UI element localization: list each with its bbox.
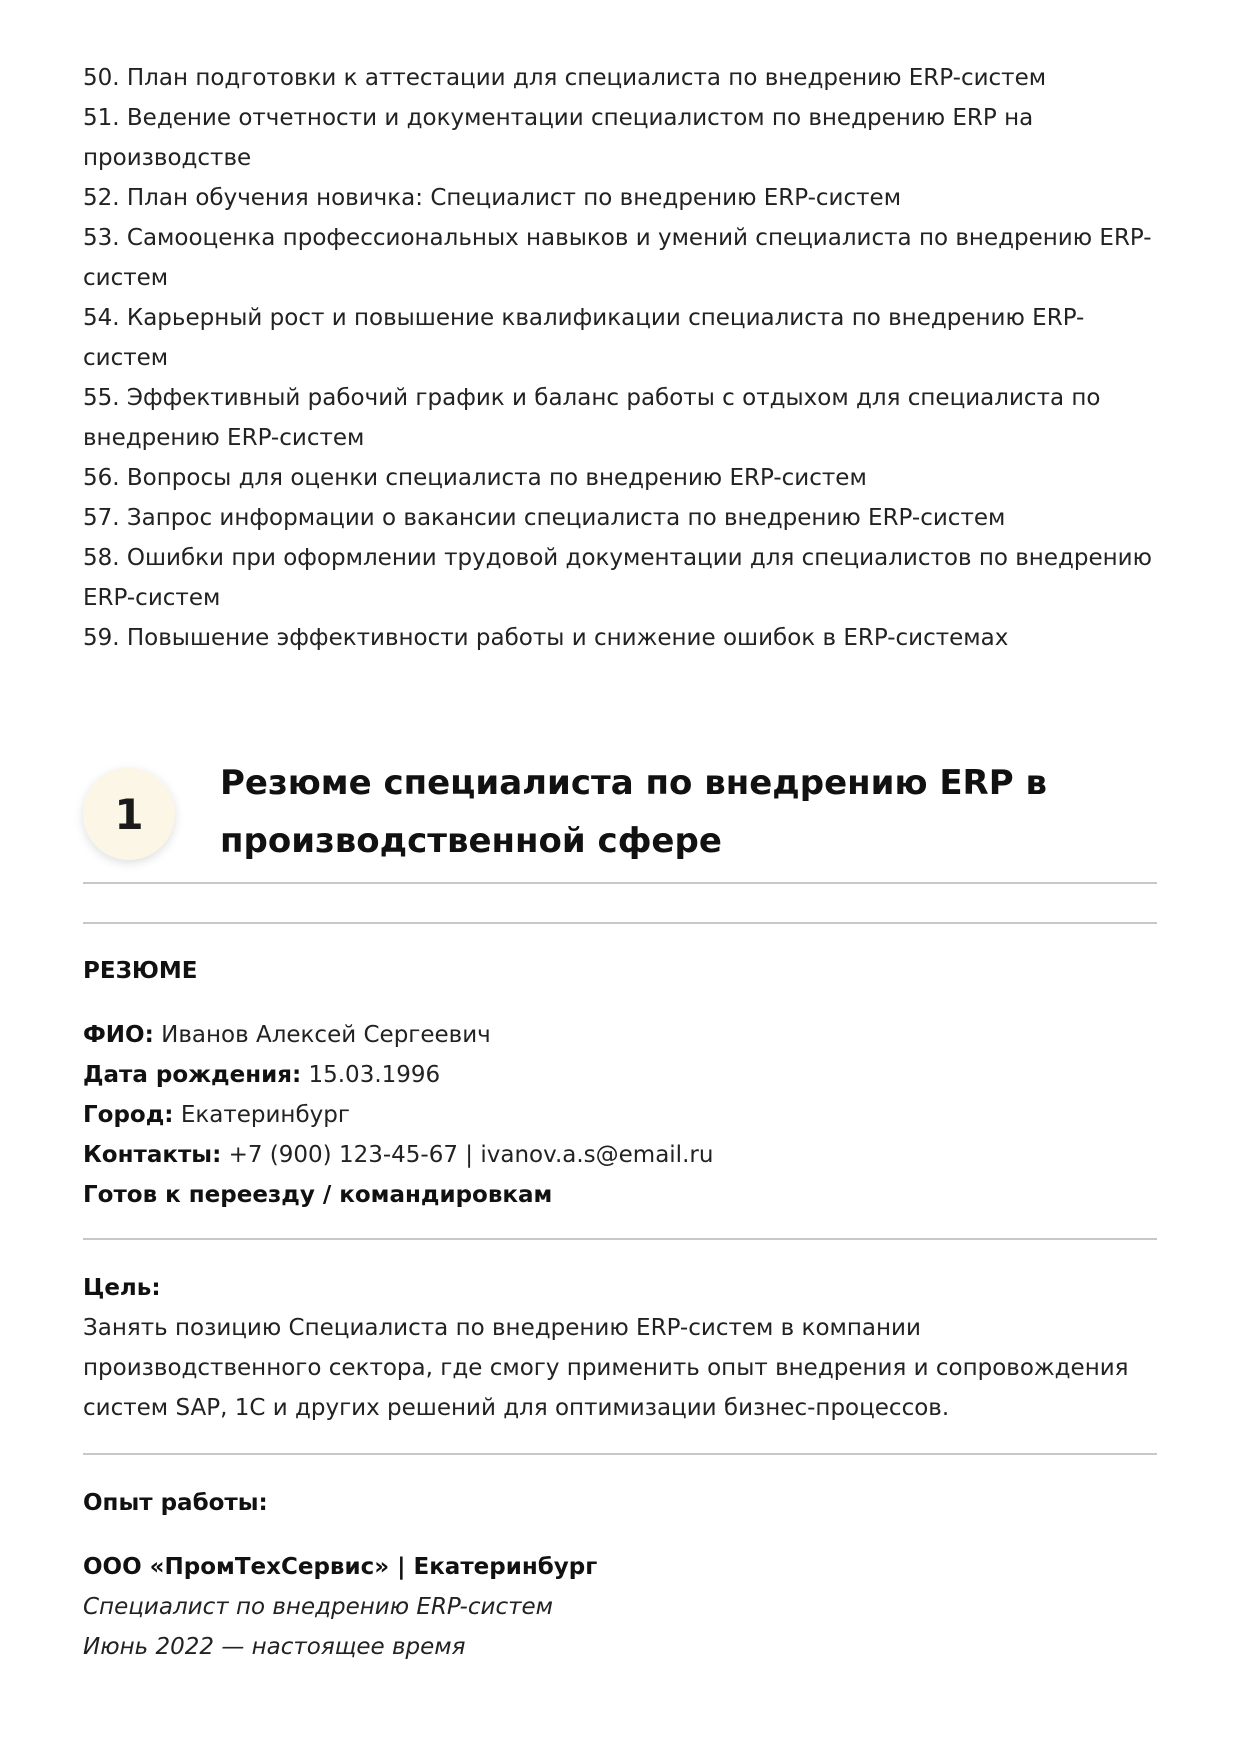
contacts-value: +7 (900) 123-45-67 | ivanov.a.s@email.ru — [228, 1142, 714, 1168]
fio-value: Иванов Алексей Сергеевич — [161, 1022, 491, 1048]
goal-block — [83, 1268, 1157, 1428]
list-item[interactable]: 59. Повышение эффективности работы и снижение ошибок в ERP-системах — [83, 625, 1009, 651]
city-label: Город: — [83, 1102, 174, 1128]
experience-label-block — [83, 1483, 1157, 1523]
list-item[interactable]: 58. Ошибки при оформлении трудовой документации для специалистов по внедрению ERP-систем — [83, 545, 1152, 611]
divider — [83, 1238, 1157, 1240]
list-item[interactable]: 53. Самооценка профессиональных навыков и умений специалиста по внедрению ERP-систем — [83, 225, 1152, 291]
section-title: Резюме специалиста по внедрению ERP в производственной сфере — [220, 763, 1048, 861]
fio-row — [83, 1015, 1157, 1055]
list-item[interactable]: 51. Ведение отчетности и документации специалистом по внедрению ERP на производстве — [83, 105, 1034, 171]
section-header — [83, 750, 1157, 884]
divider — [83, 922, 1157, 924]
section-number-badge: 1 — [83, 768, 175, 860]
company-name: ООО «ПромТехСервис» | Екатеринбург — [83, 1554, 598, 1580]
position-title: Специалист по внедрению ERP-систем — [83, 1594, 553, 1620]
relocation-note: Готов к переезду / командировкам — [83, 1182, 553, 1208]
list-item[interactable]: 56. Вопросы для оценки специалиста по внедрению ERP-систем — [83, 465, 867, 491]
list-item[interactable]: 54. Карьерный рост и повышение квалификации специалиста по внедрению ERP-систем — [83, 305, 1085, 371]
resume-heading-block — [83, 951, 1157, 991]
divider — [83, 1453, 1157, 1455]
contacts-row — [83, 1135, 1157, 1175]
list-item[interactable]: 55. Эффективный рабочий график и баланс работы с отдыхом для специалиста по внедрению ERP-систем — [83, 385, 1101, 451]
city-row — [83, 1095, 1157, 1135]
dob-label: Дата рождения: — [83, 1062, 302, 1088]
goal-text: Занять позицию Специалиста по внедрению ERP-систем в компании производственного сектора, где смогу применить опыт внедрения и сопровождения систем SAP, 1С и других решений для оптимизации бизнес-процессов. — [83, 1315, 1129, 1421]
divider — [83, 882, 1157, 884]
related-articles-list-wrapper — [83, 58, 1157, 658]
goal-label: Цель: — [83, 1275, 161, 1301]
work-period: Июнь 2022 — настоящее время — [83, 1634, 466, 1660]
related-articles-list — [83, 58, 1157, 658]
dob-row — [83, 1055, 1157, 1095]
experience-entry — [83, 1547, 1157, 1667]
list-item[interactable]: 52. План обучения новичка: Специалист по внедрению ERP-систем — [83, 185, 902, 211]
contacts-label: Контакты: — [83, 1142, 222, 1168]
fio-label: ФИО: — [83, 1022, 154, 1048]
personal-info-block — [83, 1015, 1157, 1215]
list-item[interactable]: 50. План подготовки к аттестации для специалиста по внедрению ERP-систем — [83, 65, 1047, 91]
list-item[interactable]: 57. Запрос информации о вакансии специалиста по внедрению ERP-систем — [83, 505, 1006, 531]
dob-value: 15.03.1996 — [308, 1062, 441, 1088]
resume-heading: РЕЗЮМЕ — [83, 958, 198, 984]
city-value: Екатеринбург — [180, 1102, 350, 1128]
experience-label: Опыт работы: — [83, 1490, 268, 1516]
